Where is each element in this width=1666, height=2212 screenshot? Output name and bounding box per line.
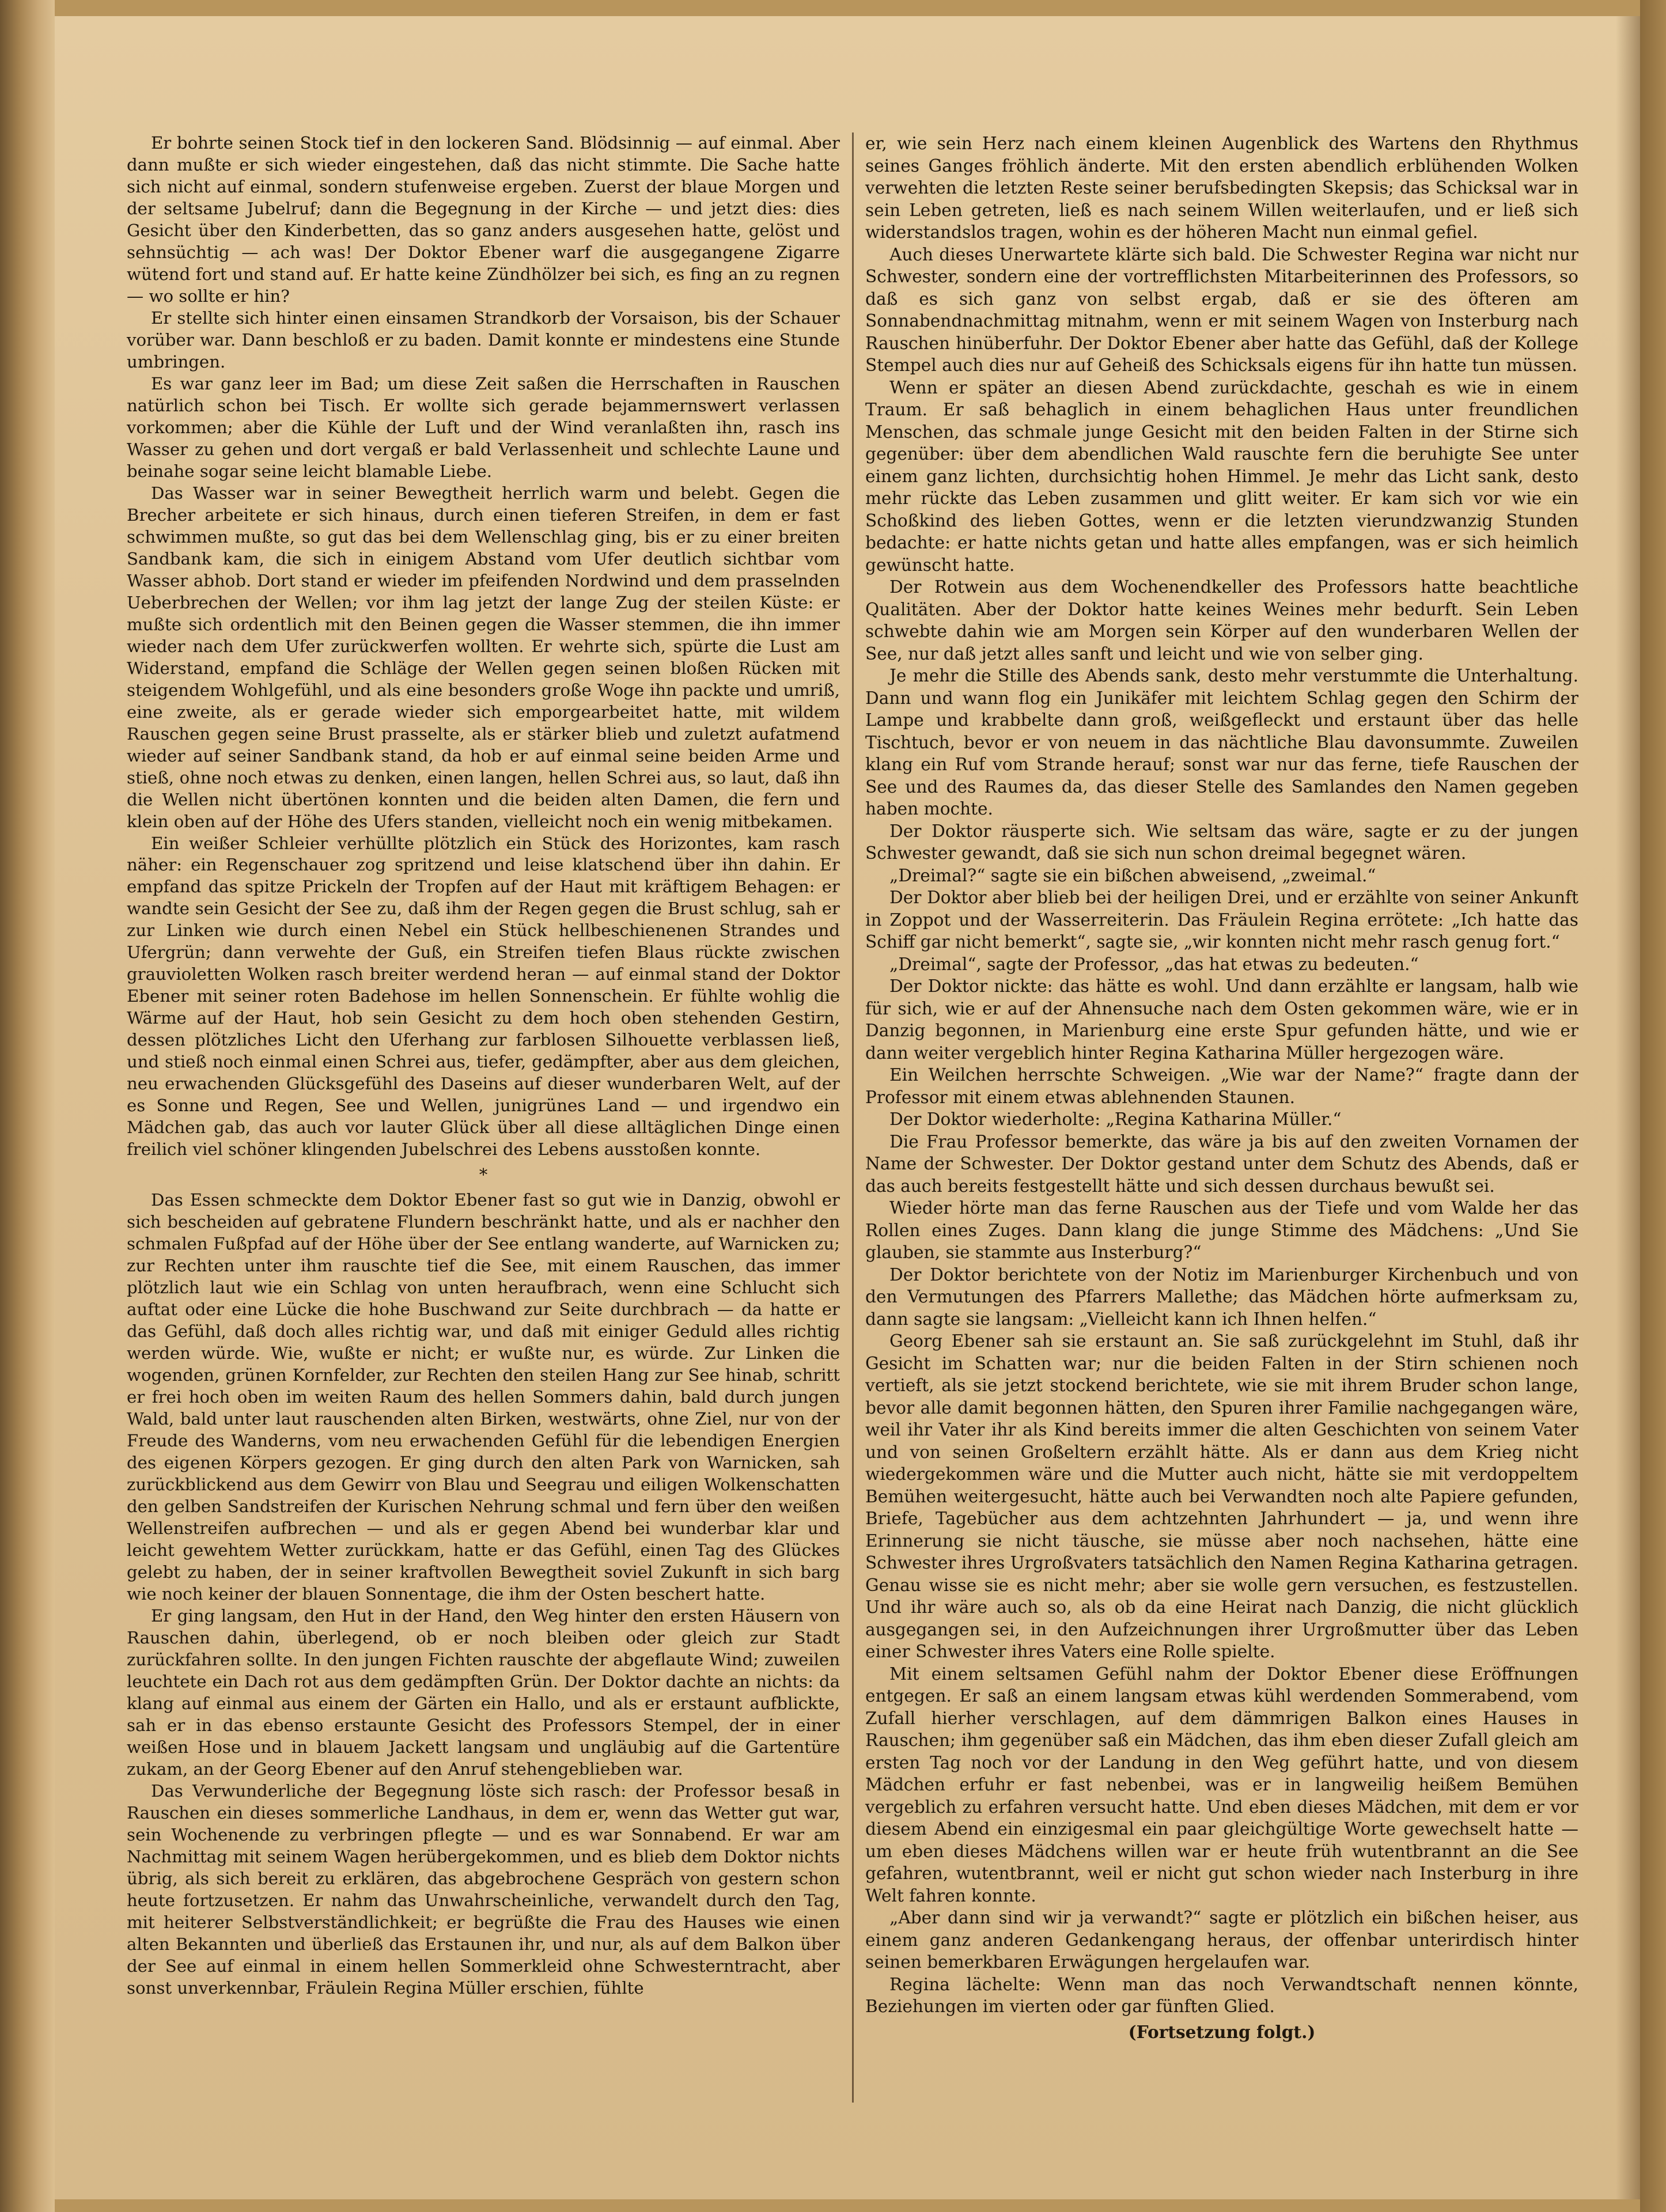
paragraph: Das Essen schmeckte dem Doktor Ebener fast so gut wie in Danzig, obwohl er sich bescheiden auf gebratene Flundern beschränkt hatte, und als er nachher den schmalen Fußpfad auf der Höhe über der See entlang wanderte, auf Warnicken zu; zur Rechten unter ihm rauschte tief die See, mit einem Rauschen, das immer plötzlich laut wie ein Schlag von unten heraufbrach, wenn eine Schlucht sich auftat oder eine Lücke die hohe Buschwand zur Seite durchbrach — da hatte er das Gefühl, daß doch alles richtig war, und daß mit einiger Geduld alles richtig werden würde. Wie, wußte er nicht; er wußte nur, es würde. Zur Linken die wogenden, grünen Kornfelder, zur Rechten den steilen Hang zur See hinab, schritt er frei hoch oben im weiten Raum des hellen Sommers dahin, bald durch jungen Wald, bald unter laut rauschenden alten Birken, westwärts, ohne Ziel, nur von der Freude des Wanderns, vom neu erwachenden Gefühl für die lebendigen Energien des eigenen Körpers gezogen. Er ging durch den alten Park von Warnicken, sah zurückblickend aus dem Gewirr von Blau und Seegrau und eiligen Wolkenschatten den gelben Sandstreifen der Kurischen Nehrung schmal und fern über den weißen Wellenstreifen aufbrechen — und als er gegen Abend bei wunderbar klar und leicht gewehtem Wetter zurückkam, hatte er das Gefühl, einen Tag des Glückes gelebt zu haben, der in seiner kraftvollen Bewegtheit soviel Zukunft in sich barg wie noch keiner der blauen Sonnentage, die ihm der Osten beschert hatte. bbox=[127, 1190, 840, 1604]
continuation-note: (Fortsetzung folgt.) bbox=[1128, 2021, 1316, 2042]
book-binding bbox=[0, 0, 55, 2212]
paragraph: Georg Ebener sah sie erstaunt an. Sie saß zurückgelehnt im Stuhl, daß ihr Gesicht im Schatten war; nur die beiden Falten in der Stirn schienen noch vertieft, als sie jetzt stockend berichtete, wie sie mit ihrem Bruder schon lange, bevor alle damit begonnen hätten, den Spuren ihrer Familie nachgegangen wäre, weil ihr Vater ihr als Kind bereits immer die alten Geschichten von seinem Vater und von seinen Großeltern erzählt hätte. Als er dann aus dem Krieg nicht wiedergekommen wäre und die Mutter auch nicht, hätte sie mit verdoppeltem Bemühen weitergesucht, hätte auch bei Verwandten noch alte Papiere gefunden, Briefe, Tagebücher aus dem achtzehnten Jahrhundert — ja, und wenn ihre Erinnerung sie nicht täusche, sie müsse aber noch nachsehen, hätte eine Schwester ihres Urgroßvaters tatsächlich den Namen Regina Katharina getragen. Genau wisse sie es nicht mehr; aber sie wolle gern versuchen, es festzustellen. Und ihr wäre auch so, als ob da eine Heirat nach Danzig, die nicht glücklich ausgegangen sei, in den Aufzeichnungen ihrer Urgroßmutter über das Leben einer Schwester ihres Vaters eine Rolle spielte. bbox=[865, 1331, 1578, 1661]
section-break-asterisk: * bbox=[479, 1165, 488, 1185]
paragraph: Ein weißer Schleier verhüllte plötzlich ein Stück des Horizontes, kam rasch näher: ein Regenschauer zog spritzend und leise klatschend über ihn dahin. Er empfand das spitze Prickeln der Tropfen auf der Haut mit kräftigem Behagen: er wandte sein Gesicht der See zu, daß ihm der Regen gegen die Brust schlug, sah er zur Linken wie durch einen Nebel ein Stück hellbeschienenen Strandes und Ufergrün; dann verwehte der Guß, ein Streifen tiefen Blaus rückte zwischen grauvioletten Wolken rasch breiter werdend heran — auf einmal stand der Doktor Ebener mit seiner roten Badehose im hellen Sonnenschein. Er fühlte wohlig die Wärme auf der Haut, hob sein Gesicht zu dem hoch oben stehenden Gestirn, dessen plötzliches Licht den Uferhang zur farblosen Silhouette verblassen ließ, und stieß noch einmal einen Schrei aus, tiefer, gedämpfter, aber aus dem gleichen, neu erwachenden Glücksgefühl des Daseins auf dieser wunderbaren Welt, auf der es Sonne und Regen, See und Wellen, junigrünes Land — und irgendwo ein Mädchen gab, das auch vor lauter Glück über all diese alltäglichen Dinge einen freilich viel schöner klingenden Jubelschrei des Lebens ausstoßen konnte. bbox=[127, 833, 840, 1160]
paragraph: Ein Weilchen herrschte Schweigen. „Wie war der Name?“ fragte dann der Professor mit einem etwas ablehnenden Staunen. bbox=[865, 1065, 1578, 1107]
paragraph: Wieder hörte man das ferne Rauschen aus der Tiefe und vom Walde her das Rollen eines Zuges. Dann klang die junge Stimme des Mädchens: „Und Sie glauben, sie stammte aus Insterburg?“ bbox=[865, 1198, 1578, 1262]
paragraph: Er stellte sich hinter einen einsamen Strandkorb der Vorsaison, bis der Schauer vorüber war. Dann beschloß er zu baden. Damit konnte er mindestens eine Stunde umbringen. bbox=[127, 308, 840, 372]
paragraph: er, wie sein Herz nach einem kleinen Augenblick des Wartens den Rhythmus seines Ganges fröhlich änderte. Mit den ersten abendlich erblühenden Wolken verwehten die letzten Reste seiner berufsbedingten Skepsis; das Schicksal war in sein Leben getreten, ließ es nach seinem Willen weiterlaufen, und er ließ sich widerstandslos tragen, wohin es der höheren Macht nun einmal gefiel. bbox=[865, 134, 1578, 242]
paragraph: Der Doktor nickte: das hätte es wohl. Und dann erzählte er langsam, halb wie für sich, wie er auf der Ahnensuche nach dem Osten gekommen wäre, wie er in Danzig begonnen, in Marienburg eine erste Spur gefunden hätte, und wie er dann weiter vergeblich hinter Regina Katharina Müller hergezogen wäre. bbox=[865, 976, 1578, 1063]
paragraph: Mit einem seltsamen Gefühl nahm der Doktor Ebener diese Eröffnungen entgegen. Er saß an einem langsam etwas kühl werdenden Sommerabend, vom Zufall hierher verschlagen, auf dem dämmrigen Balkon eines Hauses in Rauschen; ihm gegenüber saß ein Mädchen, das ihm eben dieser Zufall gleich am ersten Tag noch vor der Landung in den Weg geführt hatte, und von diesem Mädchen erfuhr er fast nebenbei, was er in langweilig heißem Bemühen vergeblich zu erfahren versucht hatte. Und eben dieses Mädchen, mit dem er vor diesem Abend ein einzigesmal ein paar gleichgültige Worte gewechselt hatte — um eben dieses Mädchens willen war er heute früh wutentbrannt an die See gefahren, wutentbrannt, weil er nicht gut schon wieder nach Insterburg in ihre Welt fahren konnte. bbox=[865, 1664, 1578, 1906]
paragraph: Der Doktor räusperte sich. Wie seltsam das wäre, sagte er zu der jungen Schwester gewandt, daß sie sich nun schon dreimal begegnet wären. bbox=[865, 821, 1578, 863]
paragraph: „Dreimal?“ sagte sie ein bißchen abweisend, „zweimal.“ bbox=[889, 865, 1376, 885]
paragraph: Er ging langsam, den Hut in der Hand, den Weg hinter den ersten Häusern von Rauschen dahin, überlegend, ob er noch bleiben oder gleich zur Stadt zurückfahren sollte. In den jungen Fichten rauschte der abgeflaute Wind; zuweilen leuchtete ein Dach rot aus dem gedämpften Grün. Der Doktor dachte an nichts: da klang auf einmal aus einem der Gärten ein Hallo, und als er erstaunt aufblickte, sah er in das ebenso erstaunte Gesicht des Professors Stempel, der in einer weißen Hose und in blauem Jackett langsam und ungläubig auf die Gartentüre zukam, an der Georg Ebener auf den Anruf stehengeblieben war. bbox=[127, 1605, 840, 1779]
article-body bbox=[127, 132, 1578, 2103]
paragraph: Es war ganz leer im Bad; um diese Zeit saßen die Herrschaften in Rauschen natürlich schon bei Tisch. Er wollte sich gerade bejammernswert verlassen vorkommen; aber die Kühle der Luft und der Wind veranlaßten ihn, rasch ins Wasser zu gehen und dort vergaß er bald Verlassenheit und schlechte Laune und beinahe sogar seine leicht blamable Liebe. bbox=[127, 373, 840, 481]
paragraph: Auch dieses Unerwartete klärte sich bald. Die Schwester Regina war nicht nur Schwester, sondern eine der vortrefflichsten Mitarbeiterinnen des Professors, so daß es sich ganz von selbst ergab, daß er sie des öfteren am Sonnabendnachmittag mitnahm, wenn er mit seinem Wagen von Insterburg nach Rauschen hinüberfuhr. Der Doktor Ebener aber hatte das Gefühl, daß der Kollege Stempel auch dies nur auf Geheiß des Schicksals eigens für ihn hatte tun müssen. bbox=[865, 244, 1578, 375]
right-column bbox=[865, 132, 1578, 2043]
book-cover-edge bbox=[1640, 0, 1666, 2212]
paragraph: „Dreimal“, sagte der Professor, „das hat etwas zu bedeuten.“ bbox=[889, 954, 1419, 974]
paragraph: Der Doktor wiederholte: „Regina Katharina Müller.“ bbox=[889, 1109, 1342, 1129]
paragraph: Der Doktor aber blieb bei der heiligen Drei, und er erzählte von seiner Ankunft in Zoppot und der Wasserreiterin. Das Fräulein Regina errötete: „Ich hatte das Schiff gar nicht bemerkt“, sagte sie, „wir konnten nicht mehr rasch genug fort.“ bbox=[865, 888, 1578, 952]
paragraph: Er bohrte seinen Stock tief in den lockeren Sand. Blödsinnig — auf einmal. Aber dann mußte er sich wieder eingestehen, daß das nicht stimmte. Die Sache hatte sich nicht auf einmal, sondern stufenweise ergeben. Zuerst der blaue Morgen und der seltsame Jubelruf; dann die Begegnung in der Kirche — und jetzt dies: dies Gesicht über den Kinderbetten, das so ganz anders ausgesehen hatte, gelöst und sehnsüchtig — ach was! Der Doktor Ebener warf die ausgegangene Zigarre wütend fort und stand auf. Er hatte keine Zündhölzer bei sich, es fing an zu regnen — wo sollte er hin? bbox=[127, 133, 840, 306]
paragraph: Der Rotwein aus dem Wochenendkeller des Professors hatte beachtliche Qualitäten. Aber der Doktor hatte keines Weines mehr bedurft. Sein Leben schwebte dahin wie am Morgen sein Körper auf den wunderbaren Wellen der See, nur daß jetzt alles sanft und leicht und wie von selber ging. bbox=[865, 577, 1578, 664]
paragraph: Der Doktor berichtete von der Notiz im Marienburger Kirchenbuch und von den Vermutungen des Pfarrers Mallethe; das Mädchen hörte aufmerksam zu, dann sagte sie langsam: „Vielleicht kann ich Ihnen helfen.“ bbox=[865, 1264, 1578, 1329]
paragraph: Regina lächelte: Wenn man das noch Verwandtschaft nennen könnte, Beziehungen im vierten oder gar fünften Glied. bbox=[865, 1974, 1578, 2016]
left-column bbox=[127, 132, 840, 1999]
paragraph: Das Wasser war in seiner Bewegtheit herrlich warm und belebt. Gegen die Brecher arbeitete er sich hinaus, durch einen tieferen Streifen, in dem er fast schwimmen mußte, so gut das bei dem Wellenschlag ging, bis er zu einer breiten Sandbank kam, die sich in einigem Abstand vom Ufer deutlich sichtbar vom Wasser abhob. Dort stand er wieder im pfeifenden Nordwind und dem prasselnden Ueberbrechen der Wellen; vor ihm lag jetzt der lange Zug der steilen Küste: er mußte sich ordentlich mit den Beinen gegen die Wasser stemmen, die ihn immer wieder nach dem Ufer zurückwerfen wollten. Er wehrte sich, spürte die Lust am Widerstand, empfand die Schläge der Wellen gegen seinen bloßen Rücken mit steigendem Wohlgefühl, und als eine besonders große Woge ihn packte und umriß, eine zweite, als er gerade wieder sich emporgearbeitet hatte, mit wildem Rauschen gegen seine Brust prasselte, als er stärker blieb und zuletzt aufatmend wieder auf seiner Sandbank stand, da hob er auf einmal seine beiden Arme und stieß, ohne noch etwas zu denken, einen langen, hellen Schrei aus, so laut, daß ihn die Wellen nicht übertönen konnten und die beiden alten Damen, die fern und klein oben auf der Höhe des Ufers standen, vielleicht noch ein wenig mitbekamen. bbox=[127, 483, 840, 831]
paragraph: Wenn er später an diesen Abend zurückdachte, geschah es wie in einem Traum. Er saß behaglich in einem behaglichen Haus unter freundlichen Menschen, das schmale junge Gesicht mit den beiden Falten in der Stirne sich gegenüber: über dem abendlichen Wald rauschte fern die beruhigte See unter einem ganz lichten, durchsichtig hohen Himmel. Je mehr das Licht sank, desto mehr rückte das Leben zusammen und glitt weiter. Er kam sich vor wie ein Schoßkind des lieben Gottes, wenn er die letzten vierundzwanzig Stunden bedachte: er hatte nichts getan und hatte alles empfangen, was er sich heimlich gewünscht hatte. bbox=[865, 377, 1578, 575]
paragraph: Die Frau Professor bemerkte, das wäre ja bis auf den zweiten Vornamen der Name der Schwester. Der Doktor gestand unter dem Schutz des Abends, daß er das auch bereits festgestellt hätte und sich dessen durchaus bewußt sei. bbox=[865, 1131, 1578, 1196]
paragraph: „Aber dann sind wir ja verwandt?“ sagte er plötzlich ein bißchen heiser, aus einem ganz anderen Gedankengang heraus, der offenbar unterirdisch hinter seinen bemerkbaren Erwägungen hergelaufen war. bbox=[865, 1908, 1578, 1972]
paragraph: Je mehr die Stille des Abends sank, desto mehr verstummte die Unterhaltung. Dann und wann flog ein Junikäfer mit leichtem Schlag gegen den Schirm der Lampe und krabbelte dann groß, weißgefleckt und erstaunt über das helle Tischtuch, bevor er von neuem in das nächtliche Blau davonsummte. Zuweilen klang ein Ruf vom Strande herauf; sonst war nur das ferne, tiefe Rauschen der See und des Raumes da, das dieser Stelle des Samlandes den Namen gegeben haben mochte. bbox=[865, 666, 1578, 819]
paragraph: Das Verwunderliche der Begegnung löste sich rasch: der Professor besaß in Rauschen ein dieses sommerliche Landhaus, in dem er, wenn das Wetter gut war, sein Wochenende zu verbringen pflegte — und es war Sonnabend. Er war am Nachmittag mit seinem Wagen herübergekommen, und es blieb dem Doktor nichts übrig, als sich bereit zu erklären, das abgebrochene Gespräch von gestern schon heute fortzusetzen. Er nahm das Unwahrscheinliche, verwandelt durch den Tag, mit heiterer Selbstverständlichkeit; er begrüßte die Frau des Hauses wie einen alten Bekannten und überließ das Erstaunen ihr, und nur, als auf dem Balkon über der See auf einmal in einem hellen Sommerkleid ohne Schwesterntracht, aber sonst unverkennbar, Fräulein Regina Müller erschien, fühlte bbox=[127, 1781, 840, 1998]
sheet-shadow bbox=[1616, 16, 1640, 2199]
column-divider bbox=[852, 132, 854, 2103]
